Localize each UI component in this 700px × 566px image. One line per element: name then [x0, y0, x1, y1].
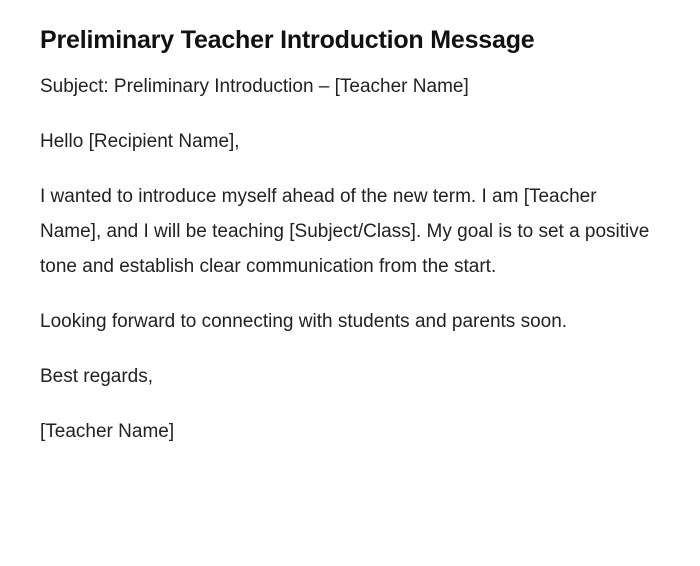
document-title: Preliminary Teacher Introduction Message	[40, 26, 535, 54]
closing-line: Best regards,	[40, 366, 153, 387]
body-paragraph-intro: I wanted to introduce myself ahead of the new term. I am [Teacher Name], and I will be teaching [Subject/Class]. My goal is to set a positive tone and establish clear communication from the start.	[40, 186, 650, 277]
body-paragraph-closing-remark: Looking forward to connecting with students and parents soon.	[40, 311, 568, 332]
greeting-line: Hello [Recipient Name],	[40, 131, 240, 152]
subject-line: Subject: Preliminary Introduction – [Teacher Name]	[40, 76, 469, 97]
signature-line: [Teacher Name]	[40, 421, 175, 442]
